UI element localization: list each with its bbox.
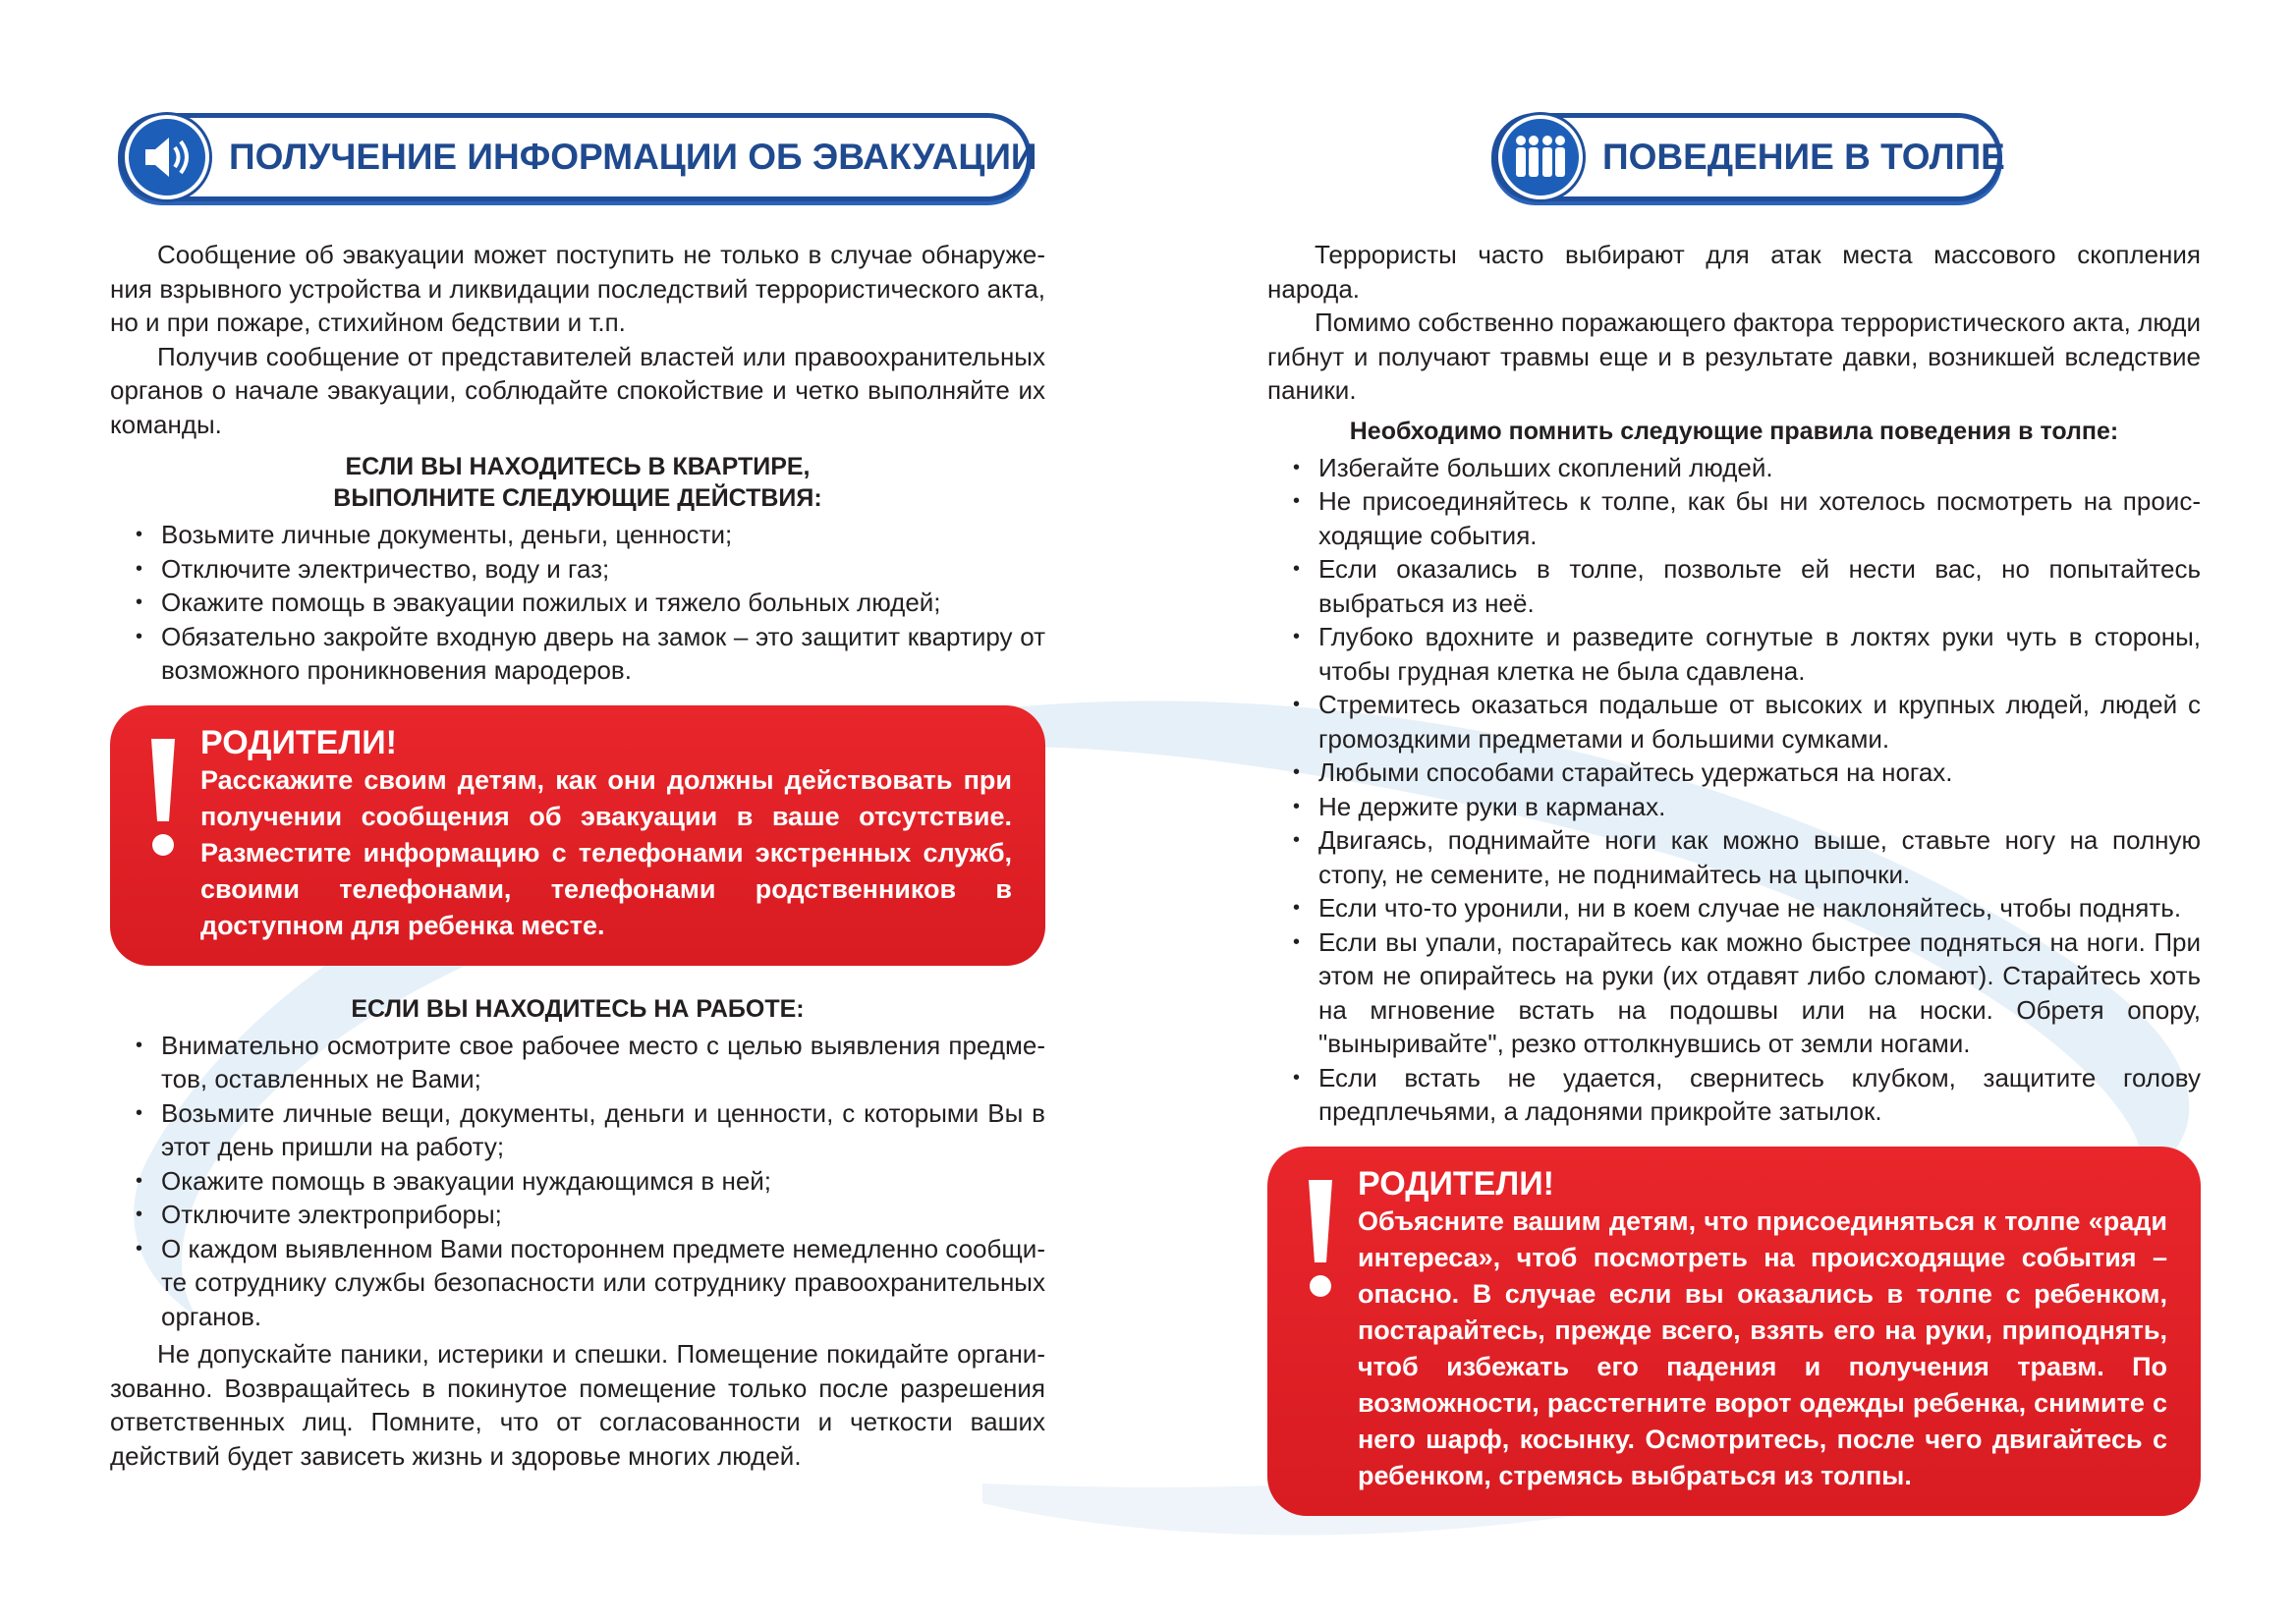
parents-text: Расскажите своим детям, как они должны действовать при получении сообщения об эвакуации в ваше отсутствие. Разместите информацию с телефонами экстренных служб, своими телефонами, телефонами родственников в доступном для ребенка месте. <box>200 764 1012 940</box>
list-item: • Если что-то уронили, ни в коем случае не наклоняйтесь, чтобы поднять. <box>1267 891 2201 925</box>
list-item: • Возьмите личные вещи, документы, деньги и ценности, с которыми Вы в этот день пришли на работу; <box>110 1096 1045 1164</box>
crowd-header <box>1491 113 2005 201</box>
work-list <box>110 1029 1045 1334</box>
speaker-icon <box>125 115 209 199</box>
crowd-intro-2: Помимо собственно поражающего фактора террористического акта, люди гибнут и получают травмы еще и в результате давки, возникшей вследствие паники. <box>1267 308 2201 405</box>
list-item: • Отключите электроприборы; <box>110 1198 1045 1232</box>
crowd-parents-alert-box <box>1267 1147 2201 1516</box>
apartment-heading-line-2: ВЫПОЛНИТЕ СЛЕДУЮЩИЕ ДЕЙСТВИЯ: <box>333 484 822 512</box>
list-item: • Избегайте больших скоплений людей. <box>1267 451 2201 485</box>
left-column <box>110 113 1045 1473</box>
parents-title: РОДИТЕЛИ! <box>200 723 397 761</box>
crowd-title: ПОВЕДЕНИЕ В ТОЛПЕ <box>1602 137 2005 177</box>
parents-alert-box <box>110 705 1045 966</box>
list-item: • Окажите помощь в эвакуации нуждающимся в ней; <box>110 1164 1045 1199</box>
intro-paragraph-2: Получив сообщение от представителей властей или правоохранительных органов о начале эвакуации, соблюдайте спокойствие и четко выполняйте их команды. <box>110 341 1045 439</box>
rules-heading: Необходимо помнить следующие правила поведения в толпе: <box>1349 417 2119 445</box>
list-item: • Обязательно закройте входную дверь на замок – это защитит квартиру от возможного проникновения мародеров. <box>110 620 1045 688</box>
apartment-heading-line-1: ЕСЛИ ВЫ НАХОДИТЕСЬ В КВАРТИРЕ, <box>345 453 811 480</box>
crowd-parents-text: Объясните вашим детям, что присоединяться к толпе «ради интереса», чтоб посмотреть на происходящие события – опасно. В случае если вы оказались в толпе с ребенком, постарайтесь, прежде всего, взять его на руки, приподнять, чтоб избежать его падения и получения травм. По возможности, расстегните ворот одежды ребенка, снимите с него шарф, косынку. Осмотритесь, после чего двигайтесь с ребенком, стремясь выбраться из толпы. <box>1358 1205 2167 1490</box>
list-item: • Стремитесь оказаться подальше от высоких и крупных людей, людей с громоздкими предметами и большими сумками. <box>1267 688 2201 756</box>
list-item: • Любыми способами старайтесь удержаться на ногах. <box>1267 756 2201 790</box>
list-item: • Двигаясь, поднимайте ноги как можно выше, ставьте ногу на полную стопу, не семените, не поднимайтесь на цыпочки. <box>1267 823 2201 891</box>
closing-paragraph: Не допускайте паники, истерики и спешки. Помещение покидайте организованно. Возвращайтесь в покинутое помещение только после разрешения ответственных лиц. Помните, что от согласованности и четкости ваших действий будет зависеть жизнь и здоровье многих людей. <box>110 1339 1045 1471</box>
list-item: • Если оказались в толпе, позвольте ей нести вас, но попытайтесь выбраться из неё. <box>1267 552 2201 620</box>
crowd-parents-title: РОДИТЕЛИ! <box>1358 1164 1554 1203</box>
right-column <box>1267 113 2201 1516</box>
list-item: • Отключите электричество, воду и газ; <box>110 552 1045 587</box>
exclamation-icon <box>1301 1174 1340 1302</box>
crowd-intro-1: Террористы часто выбирают для атак места массового скопления народа. <box>1267 240 2201 304</box>
crowd-icon <box>1498 115 1583 199</box>
list-item: • Не держите руки в карманах. <box>1267 790 2201 824</box>
list-item: • Глубоко вдохните и разведите согнутые в локтях руки чуть в стороны, чтобы грудная клетка не была сдавлена. <box>1267 620 2201 688</box>
work-heading: ЕСЛИ ВЫ НАХОДИТЕСЬ НА РАБОТЕ: <box>351 994 805 1023</box>
list-item: • Если вы упали, постарайтесь как можно быстрее подняться на ноги. При этом не опирайтесь на руки (их отдавят либо сломают). Старайтесь хоть на мгновение встать на подошвы или на носки. Обретя опору, "выныривайте", резко оттолкнувшись от земли ногами. <box>1267 925 2201 1061</box>
list-item: • Возьмите личные документы, деньги, ценности; <box>110 518 1045 552</box>
intro-paragraph-1: Сообщение об эвакуации может поступить не только в случае обнаружения взрывного устройства и ликвидации последствий террористического акта, но и при пожаре, стихийном бедствии и т.п. <box>110 240 1045 337</box>
evacuation-title: ПОЛУЧЕНИЕ ИНФОРМАЦИИ ОБ ЭВАКУАЦИИ <box>229 137 1037 177</box>
exclamation-icon <box>143 733 183 861</box>
list-item: • Окажите помощь в эвакуации пожилых и тяжело больных людей; <box>110 586 1045 620</box>
list-item: • Не присоединяйтесь к толпе, как бы ни хотелось посмотреть на происходящие события. <box>1267 484 2201 552</box>
list-item: • О каждом выявленном Вами постороннем предмете немедленно сообщите сотруднику службы безопасности или сотруднику правоохранительных органов. <box>110 1232 1045 1334</box>
list-item: • Внимательно осмотрите свое рабочее место с целью выявления предметов, оставленных не Вами; <box>110 1029 1045 1096</box>
apartment-list <box>110 518 1045 688</box>
list-item: • Если встать не удается, свернитесь клубком, защитите голову предплечьями, а ладонями прикройте затылок. <box>1267 1061 2201 1129</box>
evacuation-header <box>118 113 1037 201</box>
rules-list <box>1267 451 2201 1129</box>
